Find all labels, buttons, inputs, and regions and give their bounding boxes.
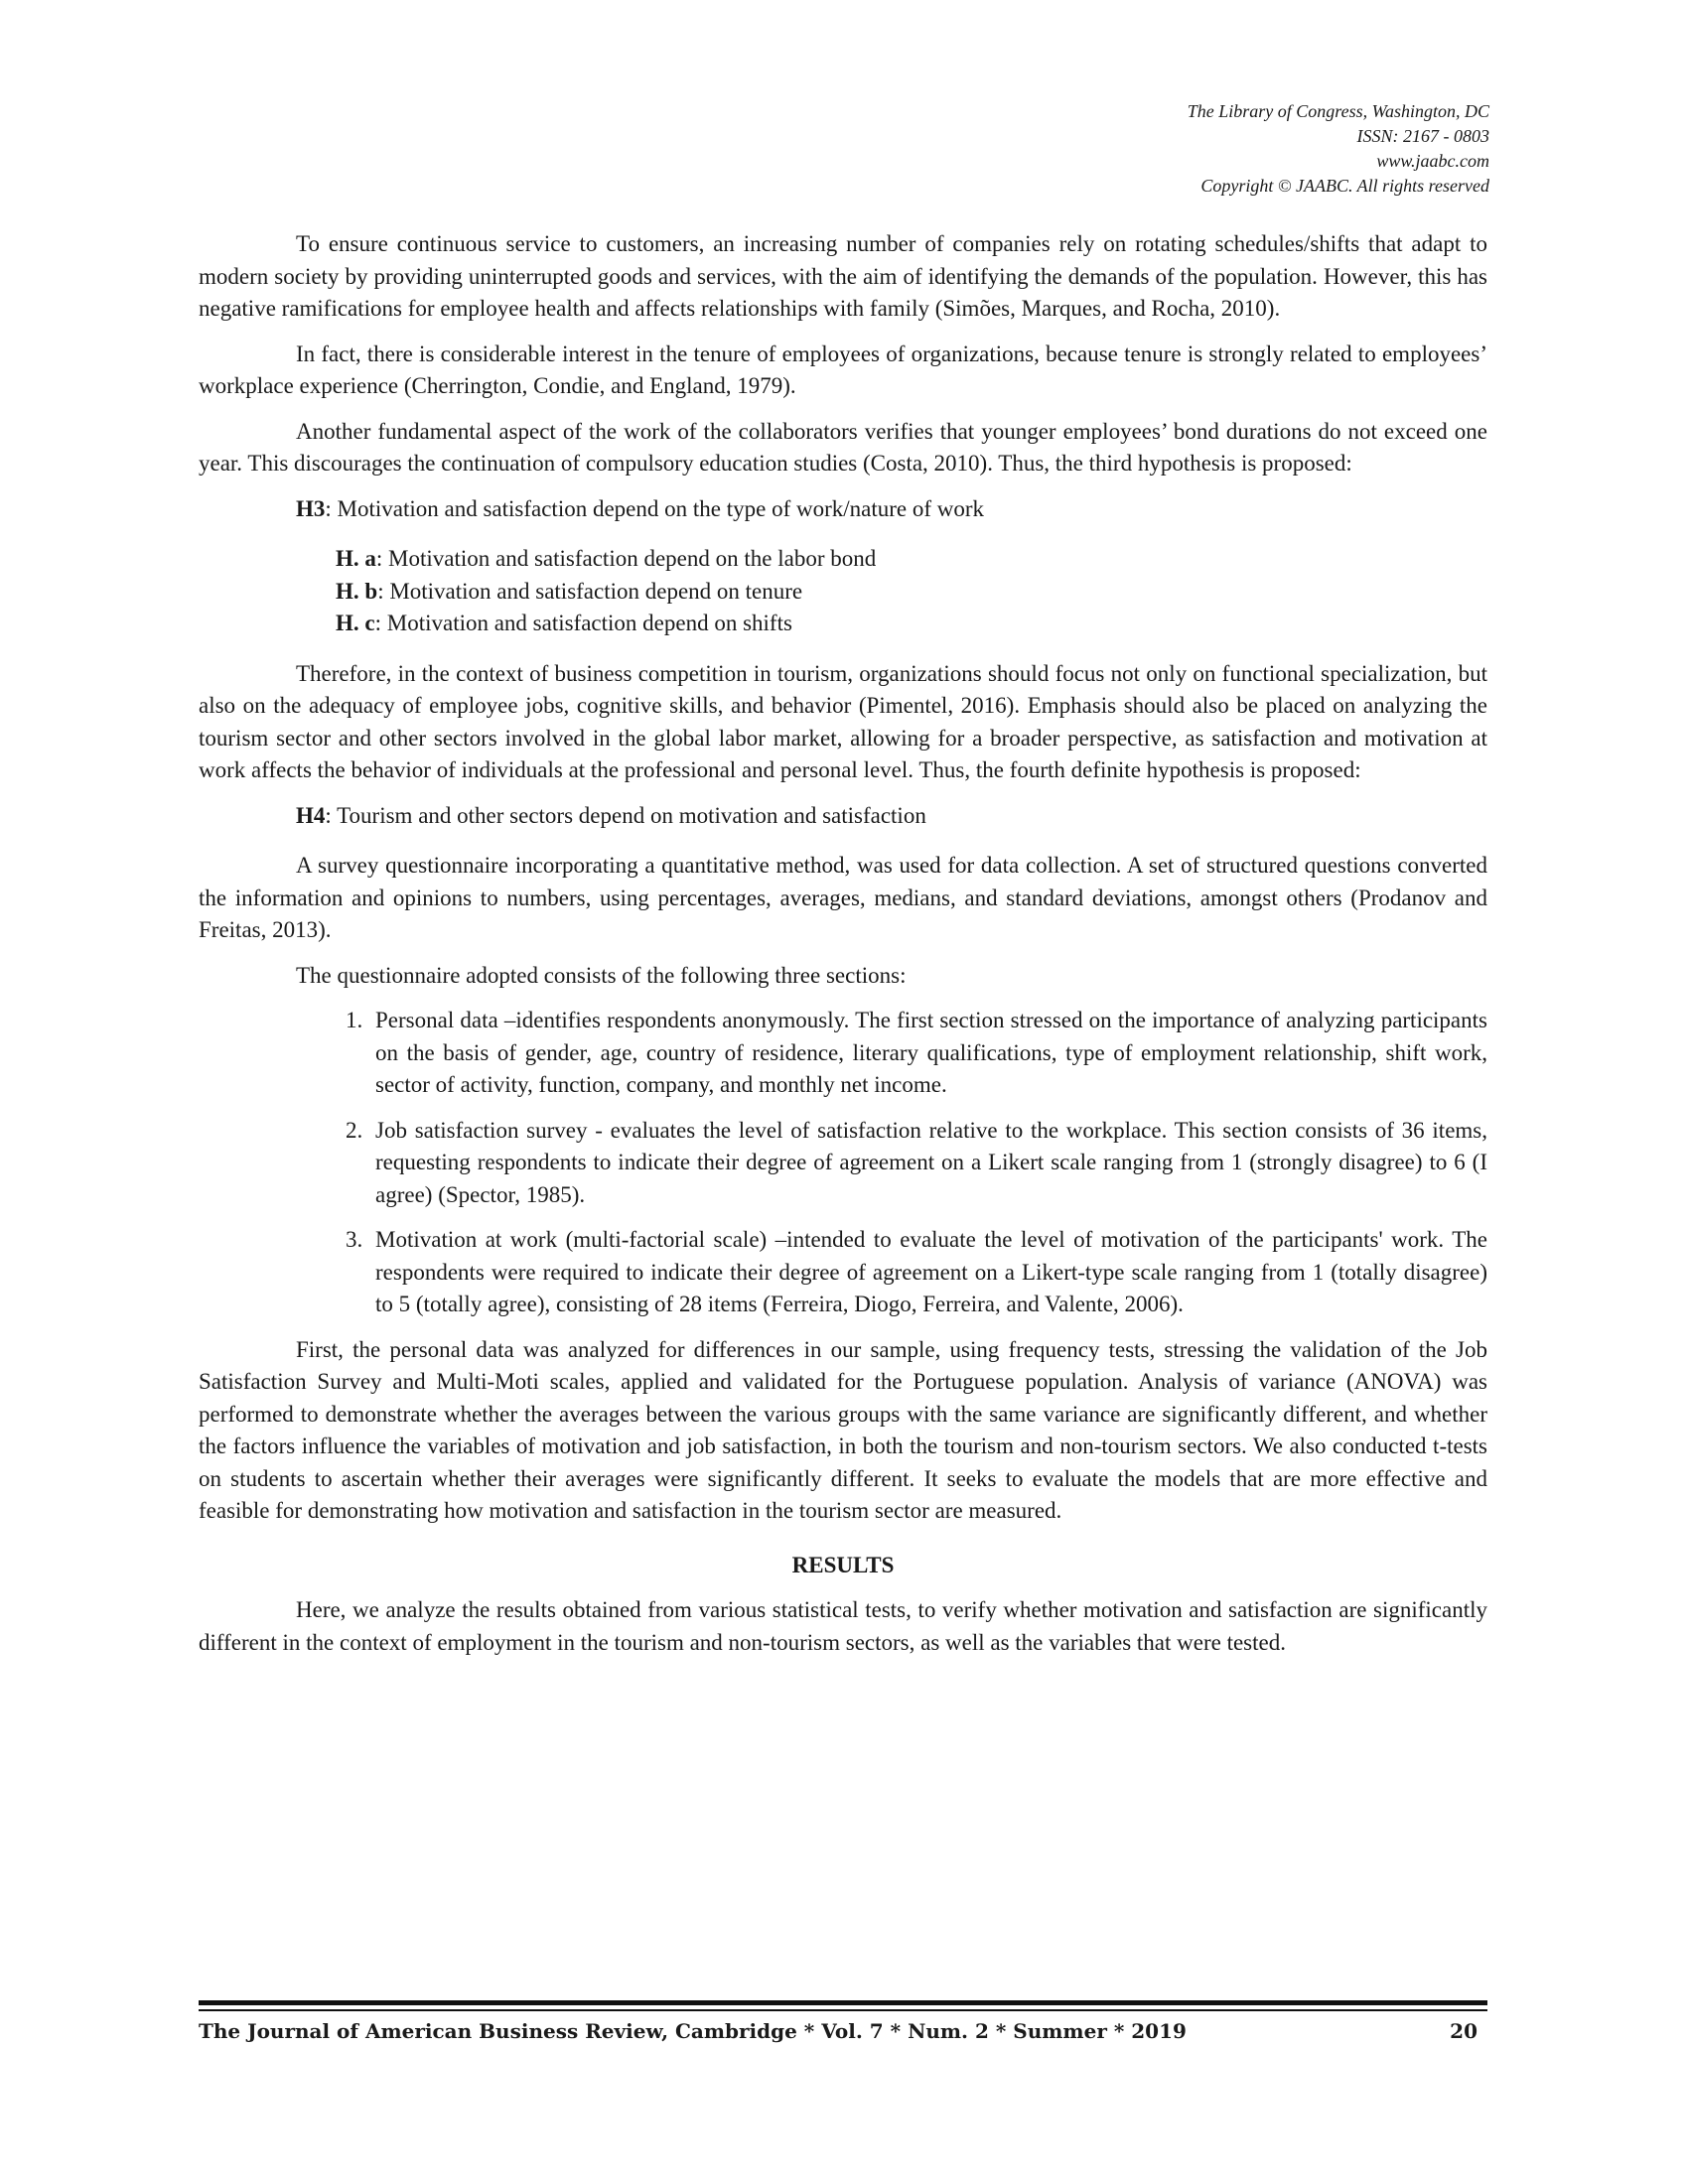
list-item-number: 2. [346,1117,363,1143]
list-item [199,1224,1487,1321]
hypothesis-h4-text: : Tourism and other sectors depend on motivation and satisfaction [325,802,926,828]
page-footer [199,2019,1487,2043]
paragraph-analysis-methods: First, the personal data was analyzed for differences in our sample, using frequency tests, stressing the validation of the Job Satisfaction Survey and Multi-Moti scales, applied and validated for the Portuguese population. Analysis of variance (ANOVA) was performed to demonstrate whether the averages between the various groups with the same variance are significantly different, and whether the factors influence the variables of motivation and job satisfaction, in both the tourism and non-tourism sectors. We also conducted t-tests on students to ascertain whether their averages were significantly different. It seeks to evaluate the models that are more effective and feasible for demonstrating how motivation and satisfaction in the tourism sector are measured. [199,1336,1487,1523]
footer-divider-thick [199,2000,1487,2005]
header-issn-line: ISSN: 2167 - 0803 [1356,126,1489,146]
hypothesis-hc-label: H. c [336,611,375,635]
paragraph-bond-duration: Another fundamental aspect of the work of the collaborators verifies that younger employees’ bond durations do not exceed one year. This discourages the continuation of compulsory education studies (Costa, 2010). Thus, the third hypothesis is proposed: [199,418,1487,476]
page-header [894,99,1489,199]
page-number: 20 [1450,2019,1477,2043]
questionnaire-sections-list [199,1005,1487,1321]
hypothesis-h4-label: H4 [296,802,326,828]
paragraph-results-intro: Here, we analyze the results obtained from various statistical tests, to verify whether motivation and satisfaction are significantly different in the context of employment in the tourism and non-tourism sectors, as well as the variables that were tested. [199,1597,1487,1655]
footer-journal-citation: The Journal of American Business Review, Cambridge * Vol. 7 * Num. 2 * Summer * 2019 [199,2019,1187,2043]
paragraph-business-competition: Therefore, in the context of business competition in tourism, organizations should focus not only on functional specialization, but also on the adequacy of employee jobs, cognitive skills, and behavior (Pimentel, 2016). Emphasis should also be placed on analyzing the tourism sector and other sectors involved in the global labor market, allowing for a broader perspective, as satisfaction and motivation at work affects the behavior of individuals at the professional and personal level. Thus, the fourth definite hypothesis is proposed: [199,660,1487,782]
list-item-number: 1. [346,1008,363,1032]
list-item-number: 3. [346,1227,363,1252]
list-item [199,1005,1487,1102]
hypothesis-ha-label: H. a [336,546,376,571]
sub-hypotheses [336,543,1487,640]
header-copyright-line: Copyright © JAABC. All rights reserved [1200,176,1489,196]
hypothesis-h3-label: H3 [296,495,326,521]
paragraph-rotating-shifts: To ensure continuous service to customers, an increasing number of companies rely on rotating schedules/shifts that adapt to modern society by providing uninterrupted goods and services, with the aim of identifying the demands of the population. However, this has negative ramifications for employee health and affects relationships with family (Simões, Marques, and Rocha, 2010). [199,231,1487,321]
list-item-text: Job satisfaction survey - evaluates the level of satisfaction relative to the workplace. This section consists of 36 items, requesting respondents to indicate their degree of agreement on a Likert scale ranging from 1 (strongly disagree) to 6 (I agree) (Spector, 1985). [375,1117,1487,1207]
hypothesis-hb-label: H. b [336,578,378,604]
list-item [199,1115,1487,1212]
results-heading: RESULTS [791,1552,895,1577]
header-website-line: www.jaabc.com [1376,151,1489,171]
header-library-line: The Library of Congress, Washington, DC [1187,101,1489,121]
hypothesis-h4 [296,800,1487,833]
hypothesis-hb-text: : Motivation and satisfaction depend on tenure [377,578,803,604]
body-content [199,228,1487,1672]
paragraph-questionnaire-intro: The questionnaire adopted consists of the following three sections: [296,962,907,988]
hypothesis-hc [336,608,1487,640]
paragraph-tenure: In fact, there is considerable interest in the tenure of employees of organizations, because tenure is strongly related to employees’ workplace experience (Cherrington, Condie, and England, 1979). [199,341,1487,398]
hypothesis-h3 [296,493,1487,526]
paragraph-survey-method: A survey questionnaire incorporating a quantitative method, was used for data collection. A set of structured questions converted the information and opinions to numbers, using percentages, averages, medians, and standard deviations, amongst others (Prodanov and Freitas, 2013). [199,853,1487,942]
list-item-text: Personal data –identifies respondents anonymously. The first section stressed on the importance of analyzing participants on the basis of gender, age, country of residence, literary qualifications, type of employment relationship, shift work, sector of activity, function, company, and monthly net income. [375,1008,1487,1097]
hypothesis-ha [336,543,1487,576]
list-item-text: Motivation at work (multi-factorial scale) –intended to evaluate the level of motivation of the participants' work. The respondents were required to indicate their degree of agreement on a Likert-type scale ranging from 1 (totally disagree) to 5 (totally agree), consisting of 28 items (Ferreira, Diogo, Ferreira, and Valente, 2006). [375,1227,1487,1316]
hypothesis-h3-text: : Motivation and satisfaction depend on the type of work/nature of work [325,495,985,521]
hypothesis-hc-text: : Motivation and satisfaction depend on shifts [374,611,792,635]
footer-divider-thin [199,2009,1487,2011]
hypothesis-ha-text: : Motivation and satisfaction depend on the labor bond [375,546,877,571]
hypothesis-hb [336,576,1487,609]
